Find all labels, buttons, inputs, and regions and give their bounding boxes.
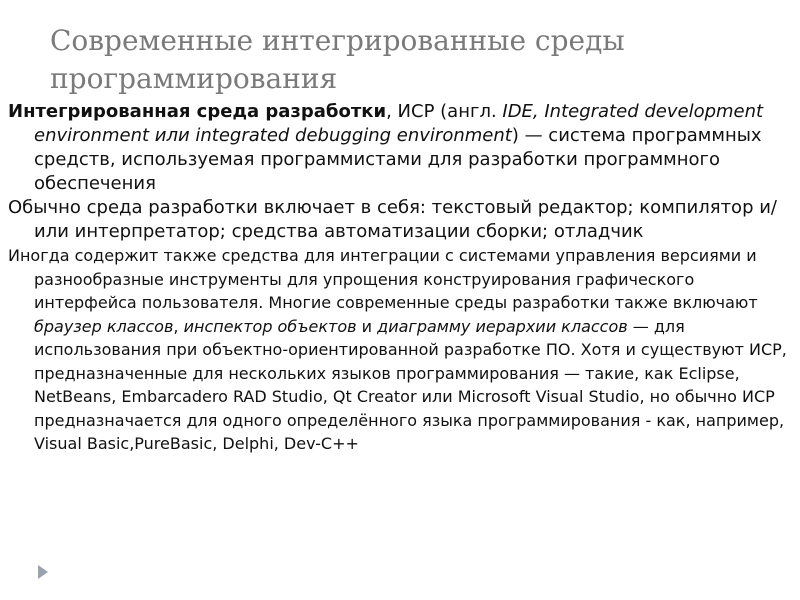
- paragraph-ide-extras: [8, 244, 788, 456]
- extras-text-2: — для использования при объектно-ориентированной разработке ПО. Хотя и существуют ИСР, предназначенные для нескольких языков программирования — такие, как Eclipse, NetBeans, Embarcadero RAD Studio, Qt Creator или Microsoft Visual Studio, но обычно ИСР предназначается для одного определённого языка программирования - как, например, Visual Basic,PureBasic, Delphi, Dev-C++: [34, 316, 787, 453]
- term-class-hierarchy-diagram: диаграмму иерархии классов: [377, 316, 628, 336]
- extras-text-1: Иногда содержит также средства для интеграции с системами управления версиями и разнообразные инструменты для упрощения конструирования графического интерфейса пользователя. Многие современные среды разработки также включают: [8, 246, 758, 312]
- extras-and: и: [356, 316, 378, 336]
- slide-content: [8, 100, 788, 456]
- slide-title: Современные интегрированные среды программирования: [50, 24, 625, 95]
- extras-comma: ,: [173, 316, 184, 336]
- term-class-browser: браузер классов: [34, 316, 174, 336]
- term-ide-suffix: , ИСР (англ.: [386, 101, 503, 122]
- paragraph-ide-components: Обычно среда разработки включает в себя: текстовый редактор; компилятор и/или интерпретатор; средства автоматизации сборки; отладчик: [8, 197, 777, 242]
- term-object-inspector: инспектор объектов: [183, 316, 357, 336]
- paragraph-ide-definition: [8, 100, 788, 196]
- term-ide: Интегрированная среда разработки: [8, 101, 387, 122]
- ide-english-name: IDE, Integrated development environment или integrated debugging environment: [34, 101, 764, 146]
- triangle-right-icon[interactable]: [38, 565, 48, 579]
- ide-definition-text: ) — система программных средств, используемая программистами для разработки программного обеспечения: [34, 125, 762, 194]
